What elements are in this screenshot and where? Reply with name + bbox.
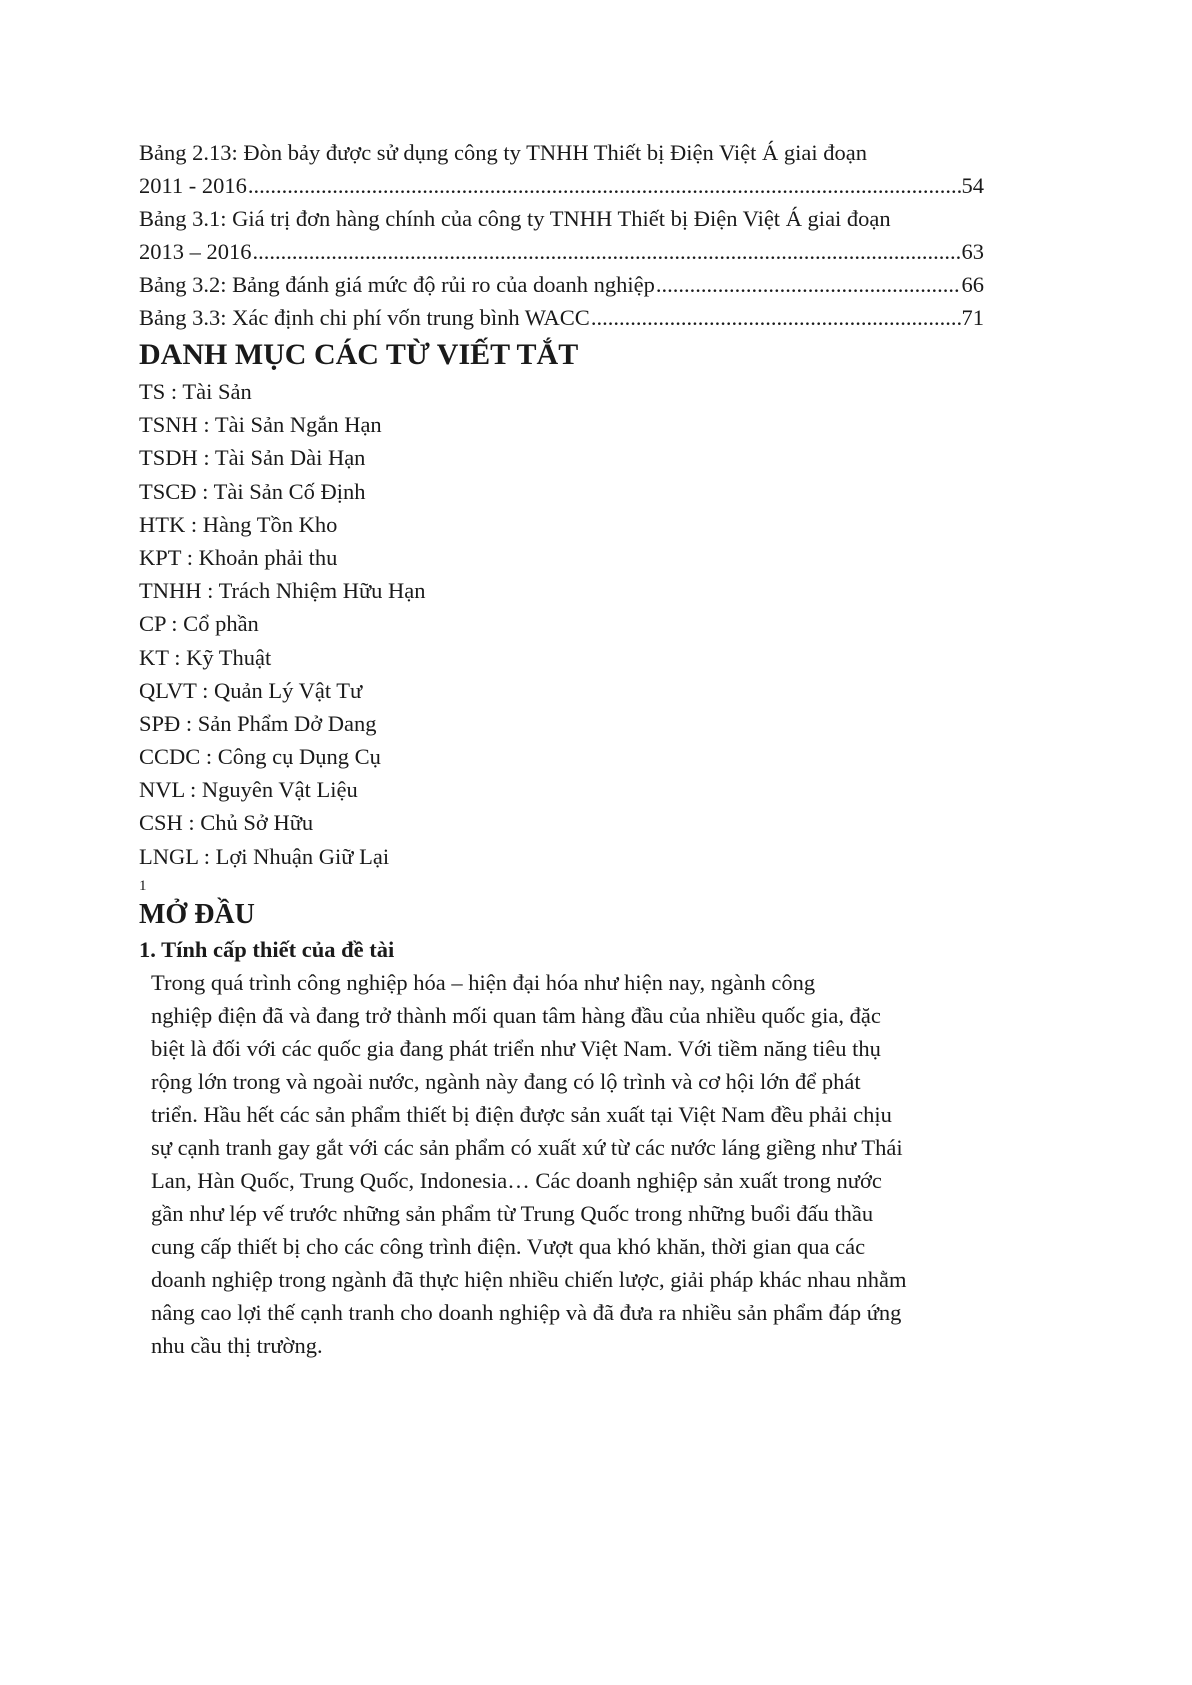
section-1-paragraph [139,966,984,1362]
abbreviation-item: LNGL : Lợi Nhuận Giữ Lại [139,843,390,869]
document-page [139,136,984,1362]
toc-entry-title: Bảng 2.13: Đòn bảy được sử dụng công ty TNHH Thiết bị Điện Việt Á giai đoạn [139,140,867,165]
abbreviation-item: NVL : Nguyên Vật Liệu [139,777,358,803]
abbreviation-item: KT : Kỹ Thuật [139,644,272,670]
abbreviation-item: CP : Cổ phần [139,611,259,637]
abbreviations-heading: DANH MỤC CÁC TỪ VIẾT TẮT [139,338,579,371]
table-of-tables-list [139,136,984,334]
dot-leader [591,301,961,334]
toc-entry-leader-line [139,268,984,301]
abbreviation-item: TS : Tài Sản [139,379,252,404]
paragraph-line: nghiệp điện đã và đang trở thành mối quan tâm hàng đầu của nhiều quốc gia, đặc [151,1002,881,1028]
toc-page-number: 66 [961,272,984,297]
abbreviation-item: TNHH : Trách Nhiệm Hữu Hạn [139,578,426,604]
abbreviations-list [139,375,984,873]
paragraph-line: gần như lép vế trước những sản phẩm từ Trung Quốc trong những buổi đấu thầu [151,1200,874,1226]
paragraph-line: Trong quá trình công nghiệp hóa – hiện đại hóa như hiện nay, ngành công [151,969,816,995]
abbreviation-item: CCDC : Công cụ Dụng Cụ [139,744,381,770]
toc-entry[interactable] [139,202,984,268]
dot-leader [656,268,961,301]
toc-page-number: 63 [961,239,984,264]
abbreviation-item: TSNH : Tài Sản Ngắn Hạn [139,412,382,438]
abbreviation-item: HTK : Hàng Tồn Kho [139,511,338,537]
paragraph-line: triển. Hầu hết các sản phẩm thiết bị điện được sản xuất tại Việt Nam đều phải chịu [151,1101,892,1127]
abbreviation-item: CSH : Chủ Sở Hữu [139,810,314,836]
paragraph-line: biệt là đối với các quốc gia đang phát triển như Việt Nam. Với tiềm năng tiêu thụ [151,1035,881,1061]
toc-entry-leader-line [139,235,984,268]
paragraph-line: cung cấp thiết bị cho các công trình điện. Vượt qua khó khăn, thời gian qua các [151,1233,866,1259]
paragraph-line: nhu cầu thị trường. [151,1332,323,1358]
abbreviation-item: TSDH : Tài Sản Dài Hạn [139,445,366,471]
toc-entry-title: Bảng 3.2: Bảng đánh giá mức độ rủi ro của doanh nghiệp [139,272,655,297]
toc-entry-title-cont: 2013 – 2016 [139,239,252,264]
toc-entry-leader-line [139,301,984,334]
toc-entry-title: Bảng 3.1: Giá trị đơn hàng chính của công ty TNHH Thiết bị Điện Việt Á giai đoạn [139,206,891,231]
dot-leader [248,169,961,202]
paragraph-line: sự cạnh tranh gay gắt với các sản phẩm có xuất xứ từ các nước láng giềng như Thái [151,1134,903,1160]
intro-heading: MỞ ĐẦU [139,898,255,930]
toc-entry-leader-line [139,169,984,202]
paragraph-line: Lan, Hàn Quốc, Trung Quốc, Indonesia… Các doanh nghiệp sản xuất trong nước [151,1167,882,1193]
toc-entry-title-cont: 2011 - 2016 [139,173,247,198]
toc-page-number: 54 [961,173,984,198]
toc-entry-title: Bảng 3.3: Xác định chi phí vốn trung bình WACC [139,305,590,330]
abbreviation-item: SPĐ : Sản Phẩm Dở Dang [139,710,377,736]
toc-entry[interactable] [139,301,984,334]
dot-leader [253,235,961,268]
toc-entry[interactable] [139,268,984,301]
paragraph-line: nâng cao lợi thế cạnh tranh cho doanh nghiệp và đã đưa ra nhiều sản phẩm đáp ứng [151,1299,902,1325]
section-1-heading: 1. Tính cấp thiết của đề tài [139,936,395,962]
page-number: 1 [139,877,147,894]
paragraph-line: doanh nghiệp trong ngành đã thực hiện nhiều chiến lược, giải pháp khác nhau nhằm [151,1266,907,1292]
toc-page-number: 71 [961,305,984,330]
abbreviation-item: TSCĐ : Tài Sản Cố Định [139,478,366,504]
abbreviation-item: KPT : Khoản phải thu [139,544,338,570]
toc-entry[interactable] [139,136,984,202]
abbreviation-item: QLVT : Quản Lý Vật Tư [139,677,363,703]
paragraph-line: rộng lớn trong và ngoài nước, ngành này đang có lộ trình và cơ hội lớn để phát [151,1068,861,1094]
